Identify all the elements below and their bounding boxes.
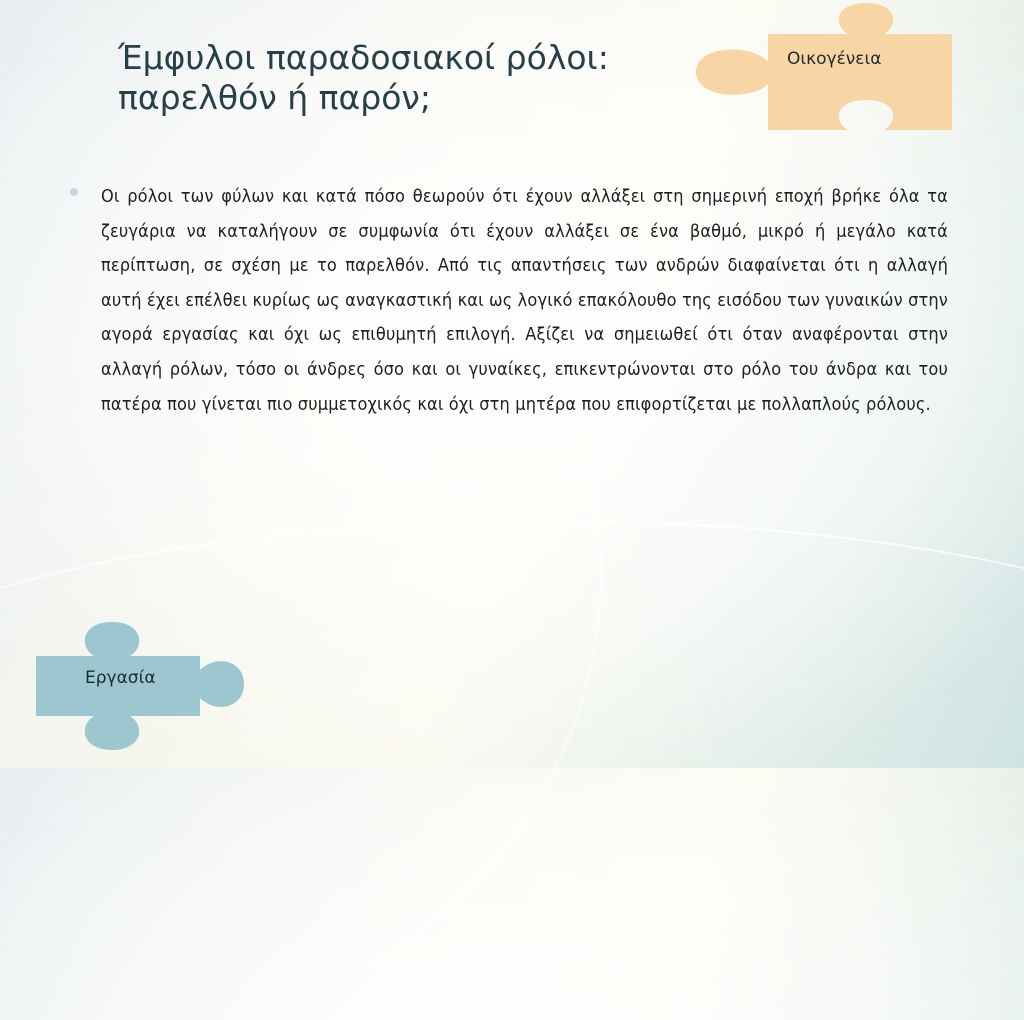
puzzle-label-work: Εργασία: [85, 668, 156, 688]
slide-title: [118, 38, 698, 118]
puzzle-piece-shape: [30, 620, 250, 768]
puzzle-label-family: Οικογένεια: [787, 49, 882, 69]
puzzle-piece-family: [690, 0, 966, 134]
title-line-1: Έμφυλοι παραδοσιακοί ρόλοι:: [118, 38, 609, 77]
bullet-text: Οι ρόλοι των φύλων και κατά πόσο θεωρούν ότι έχουν αλλάξει στη σημερινή εποχή βρήκε όλα τα ζευγάρια να καταλήγουν σε συμφωνία ότι έχουν αλλάξει σε ένα βαθμό, μικρό ή μεγάλο κατά περίπτωση, σε σχέση με το παρελθόν. Από τις απαντήσεις των ανδρών διαφαίνεται ότι η αλλαγή αυτή έχει επέλθει κυρίως ως αναγκαστική και ως λογικό επακόλουθο της εισόδου των γυναικών στην αγορά εργασίας και όχι ως επιθυμητή επιλογή. Αξίζει να σημειωθεί ότι όταν αναφέρονται στην αλλαγή ρόλων, τόσο οι άνδρες όσο και οι γυναίκες, επικεντρώνονται στο ρόλο του άνδρα και του πατέρα που γίνεται πιο συμμετοχικός και όχι στη μητέρα που επιφορτίζεται με πολλαπλούς ρόλους.: [101, 186, 948, 415]
title-line-2: παρελθόν ή παρόν;: [118, 78, 431, 117]
content-bullet-list: [70, 180, 948, 422]
puzzle-piece-work: [30, 620, 250, 768]
bullet-dot-icon: [70, 188, 78, 196]
bullet-item: [70, 180, 948, 422]
